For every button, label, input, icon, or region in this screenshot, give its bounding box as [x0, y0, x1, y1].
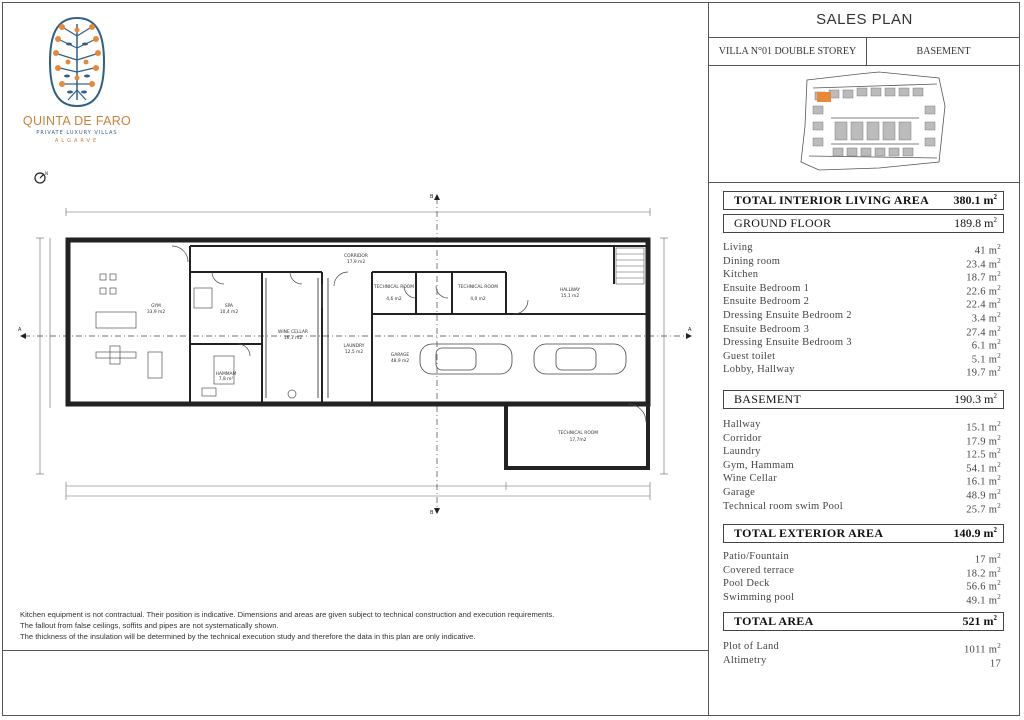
note-line: Kitchen equipment is not contractual. Their position is indicative. Dimensions and areas are given subject to technical construction and execution requirements.: [20, 610, 555, 619]
brand-logo: [14, 16, 140, 144]
laundry-label: LAUNDRY: [343, 344, 365, 349]
basement-rows: [723, 418, 1004, 516]
ground-floor-rows: [723, 241, 1004, 377]
garage-area: 48,9 m2: [390, 359, 410, 364]
north-label: N: [45, 171, 48, 176]
garage-label: GARAGE: [390, 353, 410, 358]
technical-room-1-label: TECHNICAL ROOM: [373, 285, 415, 290]
staircase: [616, 248, 644, 284]
basement-floor-plan: [16, 188, 696, 518]
hallway-area: 15,1 m2: [560, 294, 580, 299]
brand-region: ALGARVE: [54, 138, 100, 144]
area-row: Ensuite Bedroom 2 22.4 $m^2$: [723, 296, 1001, 311]
wine-cellar-area: 16,1 m2: [283, 336, 303, 341]
laundry-area: 12,5 m2: [344, 350, 364, 355]
area-row: Technical room swim Pool 25.7 $m^2$: [723, 500, 1001, 516]
corridor-area: 17,9 m2: [346, 260, 366, 265]
brand-emblem-icon: [48, 16, 106, 108]
area-row: Altimetry 17: [723, 654, 1001, 670]
area-row: Hallway 15.1 $m^2$: [723, 419, 1001, 434]
total-interior-label: TOTAL INTERIOR LIVING AREA: [734, 193, 930, 207]
area-row: Gym, Hammam 54.1 $m^2$: [723, 459, 1001, 475]
wine-cellar-label: WINE CELLAR: [278, 330, 308, 335]
notes-divider: [2, 650, 708, 651]
basement-value: 190.3 $m^2$: [954, 392, 997, 406]
north-arrow-icon: [34, 170, 48, 184]
section-b-bottom-label: B: [430, 510, 434, 516]
spa-area: 10,4 m2: [219, 310, 239, 315]
area-row: Patio/Fountain 17 $m^2$: [723, 551, 1001, 566]
spa-label: SPA: [224, 304, 234, 309]
section-a-left-label: A: [18, 327, 22, 333]
villa-location-highlight: [817, 92, 831, 102]
site-key-map: [709, 66, 1020, 183]
area-row: Living 41 $m^2$: [723, 242, 1001, 257]
area-row: Dressing Ensuite Bedroom 3 6.1 $m^2$: [723, 337, 1001, 352]
technical-room-1-area: 4,6 m2: [386, 297, 402, 302]
site-plan-thumbnail: [709, 66, 1020, 183]
land-rows: [723, 640, 1004, 670]
villa-name: VILLA N°01 DOUBLE STOREY: [709, 38, 867, 66]
garage-cars: [420, 344, 626, 374]
hallway-label: HALLWAY: [559, 288, 581, 293]
technical-room-2-label: TECHNICAL ROOM: [457, 285, 499, 290]
gym-area: 33,9 m2: [146, 310, 166, 315]
brand-tagline: PRIVATE LUXURY VILLAS: [36, 130, 118, 136]
area-row: Lobby, Hallway 19.7 $m^2$: [723, 364, 1001, 379]
area-row: Ensuite Bedroom 1 22.6 $m^2$: [723, 282, 1001, 298]
total-exterior-label: TOTAL EXTERIOR AREA: [734, 526, 884, 540]
gym-label: GYM: [151, 304, 161, 309]
area-row: Garage 48.9 $m^2$: [723, 486, 1001, 502]
area-row: Plot of Land 1011 $m^2$: [723, 641, 1001, 656]
area-row: Corridor 17.9 $m^2$: [723, 432, 1001, 448]
area-row: Ensuite Bedroom 3 27.4 $m^2$: [723, 323, 1001, 339]
disclaimer-notes: [20, 610, 554, 642]
area-row: Dining room 23.4 $m^2$: [723, 255, 1001, 271]
total-area: [723, 612, 1004, 631]
brand-name: QUINTA DE FARO: [22, 114, 132, 128]
basement-area: [723, 390, 1004, 409]
level-name: BASEMENT: [867, 38, 1020, 66]
area-row: Swimming pool 49.1 $m^2$: [723, 591, 1001, 607]
ground-floor-label: GROUND FLOOR: [734, 216, 832, 230]
ground-floor-value: 189.8 $m^2$: [954, 216, 997, 230]
total-area-value: 521 $m^2$: [962, 614, 997, 628]
basement-label: BASEMENT: [734, 392, 802, 406]
area-row: Pool Deck 56.6 $m^2$: [723, 578, 1001, 593]
corridor-label: CORRIDOR: [344, 254, 368, 259]
note-line: The fallout from false ceilings, soffits and pipes are not systematically shown.: [20, 620, 279, 630]
section-a-right-label: A: [688, 327, 692, 333]
technical-room-3-area: 17,7m2: [569, 438, 587, 443]
technical-room-2-area: 4,0 m2: [470, 297, 486, 302]
total-exterior-area: [723, 524, 1004, 543]
total-interior-area: [723, 191, 1004, 210]
total-exterior-value: 140.9 $m^2$: [953, 526, 997, 540]
note-line: The thickness of the insulation will be determined by the technical execution study and therefore the data in this plan are only indicative.: [20, 631, 476, 641]
ground-floor-area: [723, 214, 1004, 233]
hammam-label: HAMMAM: [215, 372, 237, 377]
section-b-top-label: B: [430, 194, 434, 200]
area-row: Laundry 12.5 $m^2$: [723, 446, 1001, 461]
exterior-rows: [723, 550, 1004, 607]
area-row: Guest toilet 5.1 $m^2$: [723, 350, 1001, 366]
area-row: Dressing Ensuite Bedroom 2 3.4 $m^2$: [723, 309, 1001, 325]
hammam-area: 7,8 m²: [218, 377, 234, 382]
area-row: Kitchen 18.7 $m^2$: [723, 269, 1001, 284]
area-row: Wine Cellar 16.1 $m^2$: [723, 473, 1001, 488]
total-interior-value: 380.1 $m^2$: [953, 193, 997, 207]
total-area-label: TOTAL AREA: [734, 614, 814, 628]
sales-plan-title: SALES PLAN: [709, 2, 1020, 38]
technical-room-3-label: TECHNICAL ROOM: [557, 431, 599, 436]
area-row: Covered terrace 18.2 $m^2$: [723, 564, 1001, 580]
